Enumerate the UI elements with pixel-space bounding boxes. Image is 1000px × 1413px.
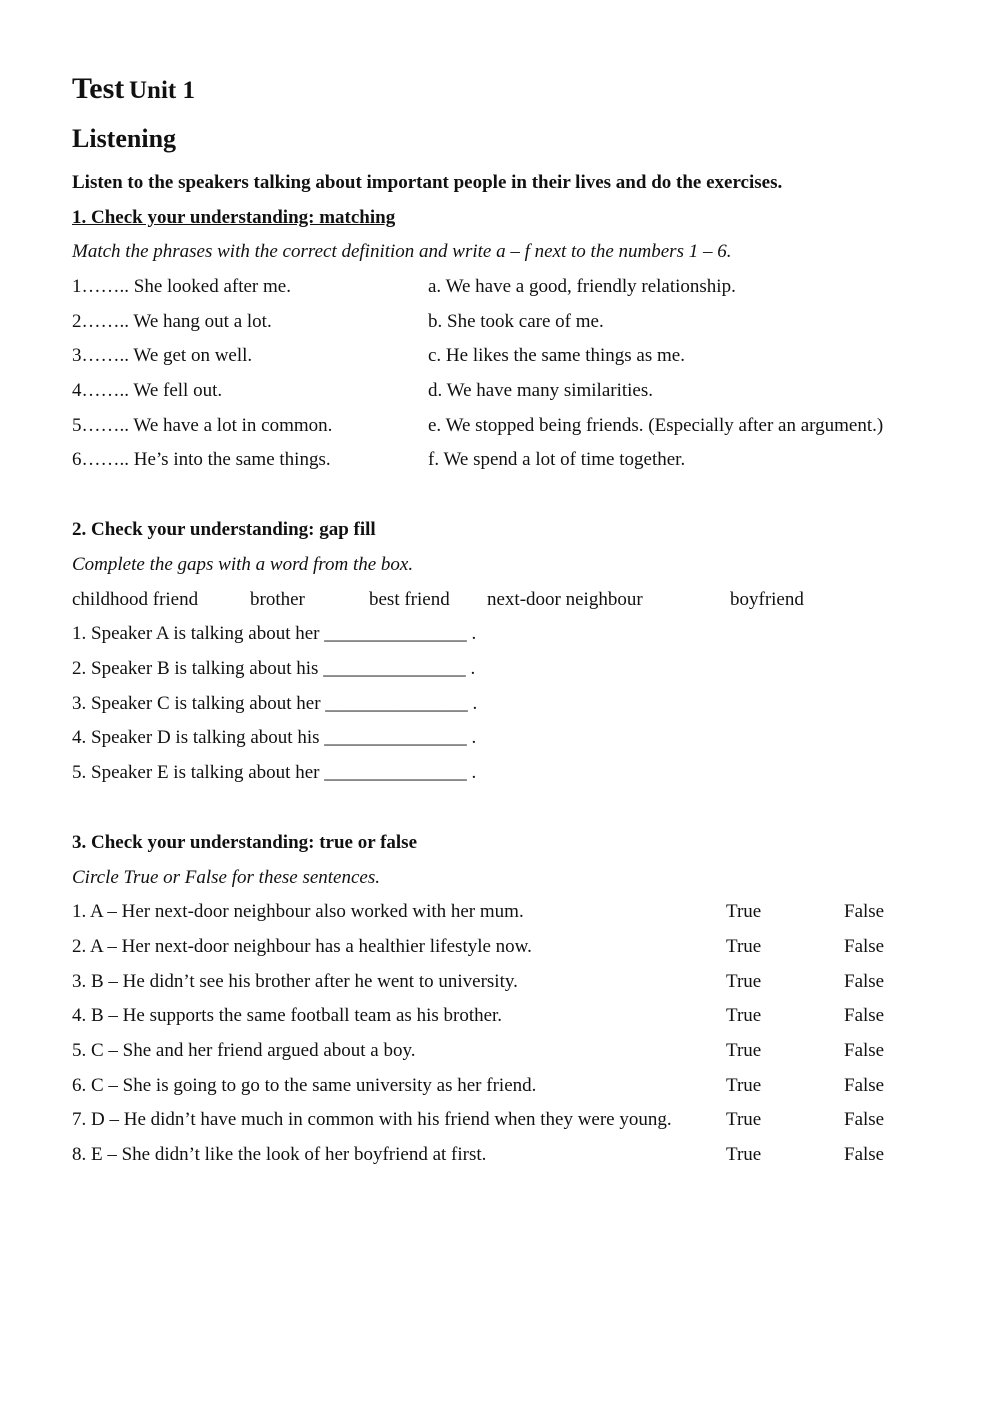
ex1-instruction: Match the phrases with the correct definition and write a – f next to the numbers 1 – 6. [72, 241, 732, 262]
tf-statement: 1. A – Her next-door neighbour also worked with her mum. [72, 901, 524, 922]
true-option[interactable]: True [726, 936, 762, 957]
ex1-phrase: 4…….. We fell out. [72, 380, 223, 401]
tf-statement: 5. C – She and her friend argued about a boy. [72, 1040, 416, 1061]
tf-statement: 6. C – She is going to go to the same university as her friend. [72, 1075, 537, 1096]
word-box-item: best friend [369, 589, 450, 610]
word-box-item: brother [250, 589, 305, 610]
tf-statement: 8. E – She didn’t like the look of her boyfriend at first. [72, 1144, 487, 1165]
ex1-definition: d. We have many similarities. [428, 380, 654, 401]
false-option[interactable]: False [844, 901, 885, 922]
false-option[interactable]: False [844, 971, 885, 992]
false-option[interactable]: False [844, 936, 885, 957]
false-option[interactable]: False [844, 1109, 885, 1130]
false-option[interactable]: False [844, 1144, 885, 1165]
tf-statement: 4. B – He supports the same football team as his brother. [72, 1005, 503, 1026]
true-option[interactable]: True [726, 971, 762, 992]
ex1-definition: f. We spend a lot of time together. [428, 449, 686, 470]
false-option[interactable]: False [844, 1005, 885, 1026]
true-option[interactable]: True [726, 1075, 762, 1096]
ex1-definition: a. We have a good, friendly relationship. [428, 276, 736, 297]
false-option[interactable]: False [844, 1040, 885, 1061]
ex1-phrase: 6…….. He’s into the same things. [72, 449, 331, 470]
page-title [72, 74, 195, 104]
ex3-heading: 3. Check your understanding: true or false [72, 832, 418, 853]
ex1-phrase: 2…….. We hang out a lot. [72, 311, 272, 332]
ex2-instruction: Complete the gaps with a word from the box. [72, 554, 414, 575]
word-box-item: next-door neighbour [487, 589, 643, 610]
gap-fill-sentence[interactable]: 1. Speaker A is talking about her _______________ . [72, 623, 477, 644]
gap-fill-sentence[interactable]: 5. Speaker E is talking about her _______________ . [72, 762, 477, 783]
gap-fill-sentence[interactable]: 3. Speaker C is talking about her _______________ . [72, 693, 478, 714]
true-option[interactable]: True [726, 1109, 762, 1130]
ex1-definition: c. He likes the same things as me. [428, 345, 685, 366]
true-option[interactable]: True [726, 1005, 762, 1026]
ex1-definition: e. We stopped being friends. (Especially after an argument.) [428, 415, 884, 436]
word-box-item: boyfriend [730, 589, 804, 610]
ex1-phrase: 3…….. We get on well. [72, 345, 253, 366]
true-option[interactable]: True [726, 1144, 762, 1165]
ex2-heading: 2. Check your understanding: gap fill [72, 519, 376, 540]
tf-statement: 3. B – He didn’t see his brother after he went to university. [72, 971, 518, 992]
ex1-phrase: 5…….. We have a lot in common. [72, 415, 333, 436]
gap-fill-sentence[interactable]: 2. Speaker B is talking about his _______________ . [72, 658, 476, 679]
word-box-item: childhood friend [72, 589, 199, 610]
intro-text: Listen to the speakers talking about important people in their lives and do the exercises. [72, 172, 783, 193]
ex3-instruction: Circle True or False for these sentences. [72, 867, 380, 888]
title-unit: Unit 1 [129, 77, 195, 104]
title-main: Test [72, 72, 125, 105]
tf-statement: 2. A – Her next-door neighbour has a healthier lifestyle now. [72, 936, 532, 957]
false-option[interactable]: False [844, 1075, 885, 1096]
ex1-definition: b. She took care of me. [428, 311, 604, 332]
true-option[interactable]: True [726, 901, 762, 922]
section-heading: Listening [72, 124, 177, 153]
true-option[interactable]: True [726, 1040, 762, 1061]
gap-fill-sentence[interactable]: 4. Speaker D is talking about his _______________ . [72, 727, 477, 748]
tf-statement: 7. D – He didn’t have much in common with his friend when they were young. [72, 1109, 672, 1130]
ex1-heading: 1. Check your understanding: matching [72, 207, 396, 228]
ex1-phrase: 1…….. She looked after me. [72, 276, 291, 297]
